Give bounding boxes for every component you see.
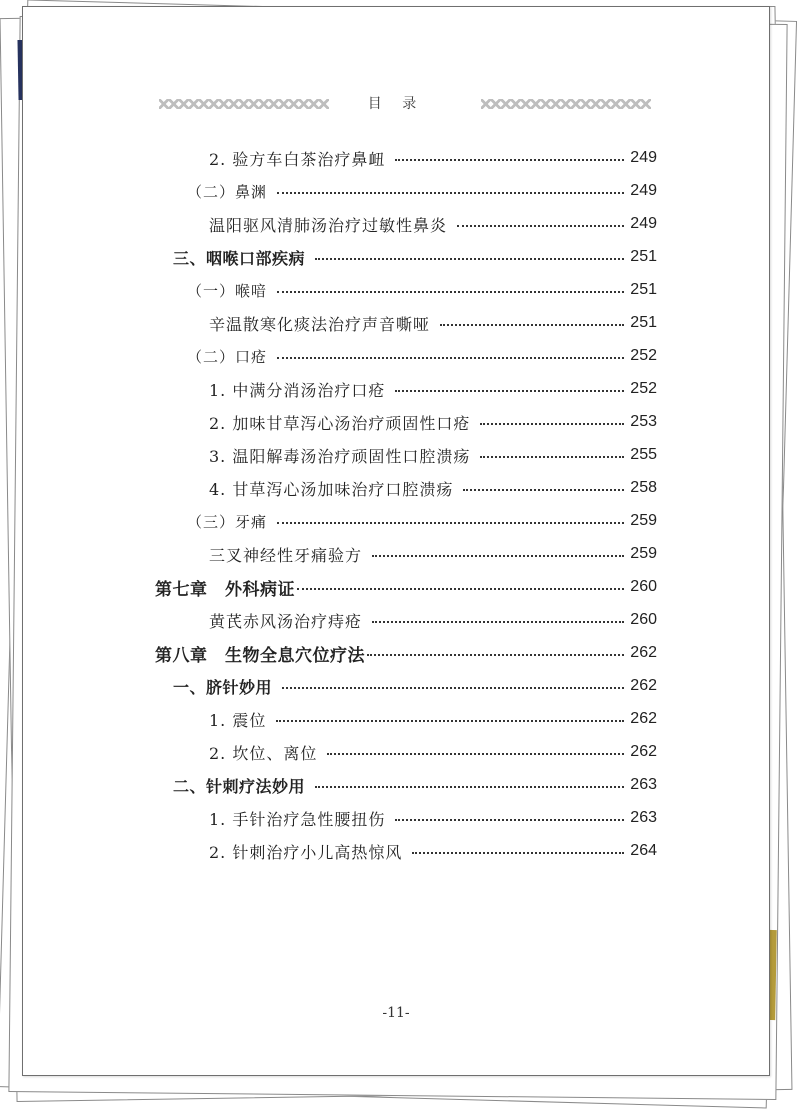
toc-dot-leader: [440, 324, 624, 326]
toc-entry-label: 三叉神经性牙痛验方: [209, 545, 363, 565]
toc-entry-label: 1. 中满分消汤治疗口疮: [209, 380, 386, 400]
toc-dot-leader: [367, 654, 624, 656]
toc-entry-page: 259: [630, 545, 657, 562]
toc-entry-label: 2. 加味甘草泻心汤治疗顽固性口疮: [209, 413, 471, 433]
toc-entry-label: 黄芪赤风汤治疗痔疮: [209, 611, 363, 631]
page-header: [23, 93, 769, 117]
toc-dot-leader: [277, 291, 624, 293]
toc-entry-label: 1. 震位: [209, 710, 267, 730]
toc-entry-page: 251: [630, 248, 657, 265]
toc-entry-page: 249: [630, 215, 657, 232]
toc-entry-label: 2. 针刺治疗小儿高热惊风: [209, 842, 403, 862]
toc-entry-page: 253: [630, 413, 657, 430]
toc-entry-label: （二）鼻渊: [187, 182, 268, 201]
toc-entry[interactable]: [187, 276, 657, 304]
toc-entry[interactable]: [209, 804, 657, 832]
toc-dot-leader: [372, 555, 624, 557]
toc-entry-page: 249: [630, 149, 657, 166]
toc-entry[interactable]: [187, 177, 657, 205]
toc-entry[interactable]: [173, 243, 657, 271]
toc-entry-label: 1. 手针治疗急性腰扭伤: [209, 809, 386, 829]
toc-entry-label: 温阳驱风清肺汤治疗过敏性鼻炎: [209, 215, 448, 235]
toc-entry[interactable]: [173, 672, 657, 700]
toc-entry[interactable]: [209, 705, 657, 733]
toc-dot-leader: [315, 258, 624, 260]
toc-entry[interactable]: [209, 210, 657, 238]
toc-entry-label: 4. 甘草泻心汤加味治疗口腔溃疡: [209, 479, 454, 499]
toc-entry-page: 251: [630, 314, 657, 331]
toc-entry[interactable]: [187, 342, 657, 370]
toc-dot-leader: [395, 390, 624, 392]
toc-entry-page: 262: [630, 644, 657, 661]
toc-entry-page: 264: [630, 842, 657, 859]
toc-entry-page: 260: [630, 611, 657, 628]
toc-entry-label: 一、脐针妙用: [173, 679, 273, 697]
toc-entry[interactable]: [209, 540, 657, 568]
toc-dot-leader: [480, 456, 624, 458]
toc-entry-page: 262: [630, 677, 657, 694]
toc-entry[interactable]: [173, 771, 657, 799]
toc-entry-label: 2. 坎位、离位: [209, 743, 318, 763]
toc-entry-label: 二、针刺疗法妙用: [173, 778, 306, 796]
toc-entry-page: 249: [630, 182, 657, 199]
toc-entry-page: 262: [630, 743, 657, 760]
toc-entry[interactable]: [209, 606, 657, 634]
toc-entry-label: （三）牙痛: [187, 512, 268, 531]
toc-entry[interactable]: [155, 573, 657, 601]
toc-entry-page: 251: [630, 281, 657, 298]
toc-dot-leader: [327, 753, 624, 755]
toc-dot-leader: [297, 588, 624, 590]
toc-dot-leader: [277, 357, 624, 359]
toc-dot-leader: [277, 192, 624, 194]
toc-entry[interactable]: [209, 474, 657, 502]
toc-entry-label: （二）口疮: [187, 347, 268, 366]
toc-entry[interactable]: [209, 408, 657, 436]
toc-dot-leader: [372, 621, 624, 623]
toc-entry-page: 259: [630, 512, 657, 529]
toc-entry-page: 260: [630, 578, 657, 595]
toc-dot-leader: [276, 720, 624, 722]
toc-entry[interactable]: [209, 441, 657, 469]
toc-dot-leader: [395, 819, 624, 821]
toc-dot-leader: [315, 786, 624, 788]
page-number: -11-: [382, 1005, 410, 1021]
header-title: 目 录: [367, 96, 425, 112]
toc-entry-label: 第七章 外科病证: [155, 579, 295, 599]
toc-entry-page: 263: [630, 776, 657, 793]
toc-entry-label: 辛温散寒化痰法治疗声音嘶哑: [209, 314, 431, 334]
header-ornament-right: [481, 99, 651, 109]
toc-entry-label: 2. 验方车白茶治疗鼻衄: [209, 149, 386, 169]
toc-entry-page: 255: [630, 446, 657, 463]
toc-entry[interactable]: [209, 837, 657, 865]
toc-dot-leader: [412, 852, 624, 854]
toc-dot-leader: [480, 423, 624, 425]
toc-dot-leader: [457, 225, 624, 227]
toc-entry-page: 258: [630, 479, 657, 496]
toc-entry-label: 3. 温阳解毒汤治疗顽固性口腔溃疡: [209, 446, 471, 466]
toc-entry-label: 第八章 生物全息穴位疗法: [155, 645, 365, 665]
toc-dot-leader: [463, 489, 624, 491]
toc-entry-page: 262: [630, 710, 657, 727]
toc-entry[interactable]: [155, 639, 657, 667]
toc-entry-label: （一）喉喑: [187, 281, 268, 300]
toc-entry-page: 252: [630, 347, 657, 364]
toc-dot-leader: [282, 687, 624, 689]
toc-entry-page: 252: [630, 380, 657, 397]
toc-entry[interactable]: [187, 507, 657, 535]
toc-entry[interactable]: [209, 144, 657, 172]
toc-dot-leader: [395, 159, 624, 161]
toc-entry[interactable]: [209, 375, 657, 403]
toc-entry[interactable]: [209, 738, 657, 766]
toc-entry-page: 263: [630, 809, 657, 826]
toc-entry-label: 三、咽喉口部疾病: [173, 250, 306, 268]
toc-dot-leader: [277, 522, 624, 524]
document-page: [22, 6, 770, 1076]
toc-entry[interactable]: [209, 309, 657, 337]
